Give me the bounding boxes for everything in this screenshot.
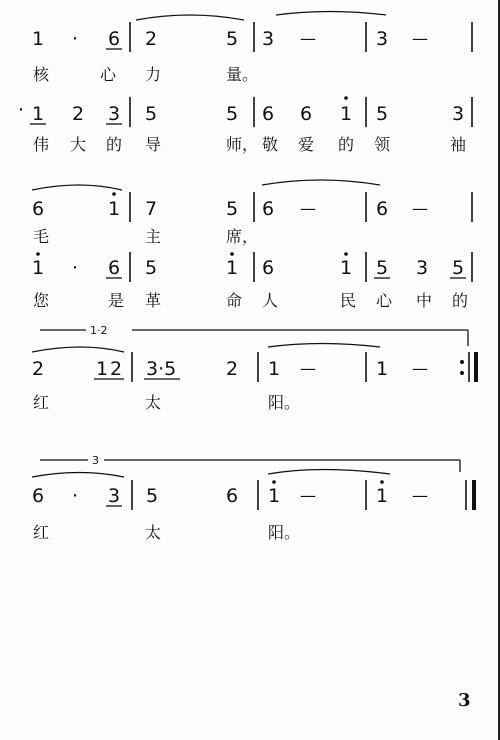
lyric: 的	[106, 135, 123, 154]
note: 2	[226, 358, 239, 380]
note: 5	[452, 257, 465, 279]
dash: —	[412, 486, 428, 505]
note: 1	[108, 198, 121, 220]
lyric: 的	[452, 291, 469, 310]
lyric: 袖	[450, 135, 467, 154]
note: 6	[262, 198, 275, 220]
system-3	[32, 180, 472, 246]
note: 5	[226, 103, 239, 125]
system-2	[18, 96, 472, 154]
lyric: 命	[226, 291, 243, 310]
system-5	[32, 324, 476, 412]
note: 3·5	[146, 358, 177, 380]
note: 6	[32, 485, 45, 507]
note: 2	[72, 103, 85, 125]
high-octave-dot	[380, 480, 384, 484]
lyric: 红	[33, 393, 50, 412]
lyric: 大	[70, 135, 87, 154]
note: 3	[108, 485, 121, 507]
lyric: 您	[33, 291, 50, 310]
note: 6	[226, 485, 239, 507]
system-4	[32, 252, 472, 310]
note: 6	[262, 103, 275, 125]
note: 2	[145, 28, 158, 50]
note: 5	[145, 103, 158, 125]
lyric: 导	[145, 135, 162, 154]
lyric: 量。	[226, 65, 259, 84]
lyric: 中	[416, 291, 433, 310]
high-octave-dot	[344, 96, 348, 100]
note: 7	[145, 198, 158, 220]
tie	[136, 15, 244, 20]
note: 1	[32, 257, 45, 279]
note: 5	[376, 103, 389, 125]
lyric: 领	[374, 135, 391, 154]
note: 1	[268, 485, 281, 507]
note: 1	[376, 485, 389, 507]
lyric: 红	[33, 523, 50, 542]
note-dot: ·	[72, 257, 79, 279]
note: 1	[32, 103, 45, 125]
tie	[268, 470, 390, 475]
lyric: 是	[108, 291, 125, 310]
lyric: 毛	[33, 227, 50, 246]
high-octave-dot	[112, 192, 116, 196]
note: 1	[32, 28, 45, 50]
lyric: 太	[145, 393, 162, 412]
note: 5	[226, 28, 239, 50]
lyric: 太	[145, 523, 162, 542]
note: 5	[146, 485, 159, 507]
lyric: 心	[100, 65, 117, 84]
dash: —	[412, 199, 428, 218]
lyric: 心	[376, 291, 393, 310]
lyric: 敬	[262, 135, 279, 154]
dash: —	[412, 359, 428, 378]
lyric: 力	[145, 65, 162, 84]
note: 1	[340, 103, 353, 125]
note: 3	[262, 28, 275, 50]
dash: —	[300, 199, 316, 218]
note: 5	[145, 257, 158, 279]
note: 2	[32, 358, 45, 380]
note: 3	[416, 257, 429, 279]
note: 6	[262, 257, 275, 279]
note: 6	[376, 198, 389, 220]
note: 3	[376, 28, 389, 50]
repeat-dot	[460, 360, 464, 364]
page-number: 3	[458, 690, 471, 711]
note: 6	[108, 257, 121, 279]
dash: —	[412, 29, 428, 48]
high-octave-dot	[272, 480, 276, 484]
lyric: 阳。	[268, 393, 301, 412]
note: 5	[226, 198, 239, 220]
note: 1	[340, 257, 353, 279]
note: 2	[110, 358, 123, 380]
lyric: 民	[340, 291, 357, 310]
lyric: 师，	[226, 135, 259, 154]
note-dot: ·	[18, 99, 25, 121]
system-1	[32, 12, 472, 85]
high-octave-dot	[344, 252, 348, 256]
note: 3	[108, 103, 121, 125]
lyric: 核	[33, 65, 50, 84]
dash: —	[300, 359, 316, 378]
note: 6	[300, 103, 313, 125]
note: 1	[376, 358, 389, 380]
note: 3	[452, 103, 465, 125]
note: 1	[96, 358, 109, 380]
tie	[262, 180, 380, 185]
dash: —	[300, 486, 316, 505]
note: 6	[32, 198, 45, 220]
lyric: 席，	[226, 227, 259, 246]
note-dot: ·	[72, 28, 79, 50]
note: 5	[376, 257, 389, 279]
slur	[32, 347, 124, 352]
lyric: 阳。	[268, 523, 301, 542]
tie	[268, 344, 380, 348]
lyric: 的	[338, 135, 355, 154]
repeat-dot	[460, 371, 464, 375]
lyric: 主	[145, 227, 162, 246]
note: 6	[108, 28, 121, 50]
note: 1	[226, 257, 239, 279]
note: 1	[268, 358, 281, 380]
lyric: 伟	[33, 135, 50, 154]
lyric: 革	[145, 291, 162, 310]
high-octave-dot	[230, 252, 234, 256]
lyric: 人	[262, 291, 279, 310]
high-octave-dot	[36, 252, 40, 256]
slur	[32, 185, 122, 190]
slur	[276, 12, 386, 16]
system-6	[32, 454, 474, 542]
slur	[32, 473, 124, 478]
lyric: 爱	[298, 135, 315, 154]
dash: —	[300, 29, 316, 48]
volta-label: 1·2	[90, 324, 108, 337]
note-dot: ·	[72, 485, 79, 507]
volta-label: 3	[92, 454, 99, 467]
